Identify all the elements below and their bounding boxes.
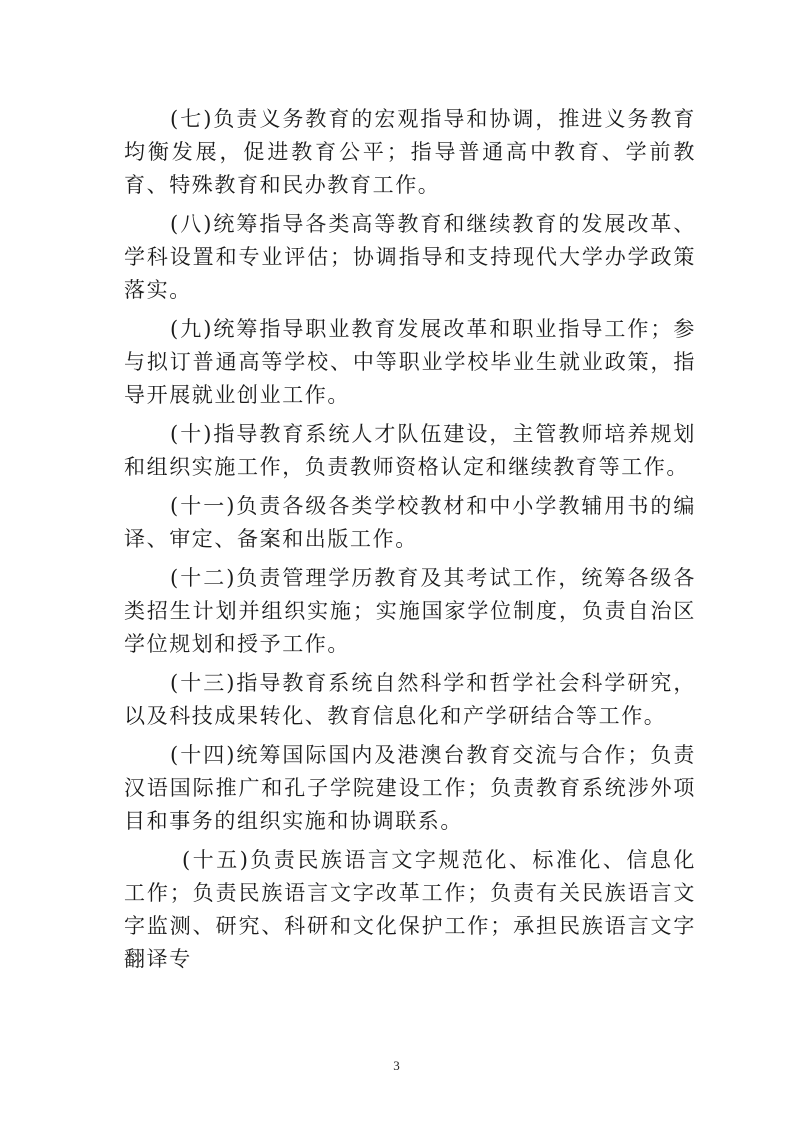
document-body — [124, 103, 696, 982]
paragraph-11: (十一)负责各级各类学校教材和中小学教辅用书的编译、审定、备案和出版工作。 — [124, 494, 696, 551]
paragraph-10: (十)指导教育系统人才队伍建设，主管教师培养规划和组织实施工作，负责教师资格认定和继续教育等工作。 — [124, 422, 696, 479]
paragraph-9: (九)统筹指导职业教育发展改革和职业指导工作；参与拟订普通高等学校、中等职业学校毕业生就业政策，指导开展就业创业工作。 — [124, 317, 696, 407]
paragraph-7: (七)负责义务教育的宏观指导和协调，推进义务教育均衡发展，促进教育公平；指导普通高中教育、学前教育、特殊教育和民办教育工作。 — [124, 107, 696, 197]
paragraph-14: (十四)统筹国际国内及港澳台教育交流与合作；负责汉语国际推广和孔子学院建设工作；负责教育系统涉外项目和事务的组织实施和协调联系。 — [124, 743, 696, 833]
paragraph-15: (十五)负责民族语言文字规范化、标准化、信息化工作；负责民族语言文字改革工作；负责有关民族语言文字监测、研究、科研和文化保护工作；承担民族语言文字翻译专 — [124, 848, 696, 971]
paragraph-12: (十二)负责管理学历教育及其考试工作，统筹各级各类招生计划并组织实施；实施国家学位制度，负责自治区学位规划和授予工作。 — [124, 566, 696, 656]
paragraph-8: (八)统筹指导各类高等教育和继续教育的发展改革、学科设置和专业评估；协调指导和支持现代大学办学政策落实。 — [124, 212, 696, 302]
paragraph-13: (十三)指导教育系统自然科学和哲学社会科学研究，以及科技成果转化、教育信息化和产学研结合等工作。 — [124, 671, 696, 728]
page-number: 3 — [393, 1058, 400, 1073]
